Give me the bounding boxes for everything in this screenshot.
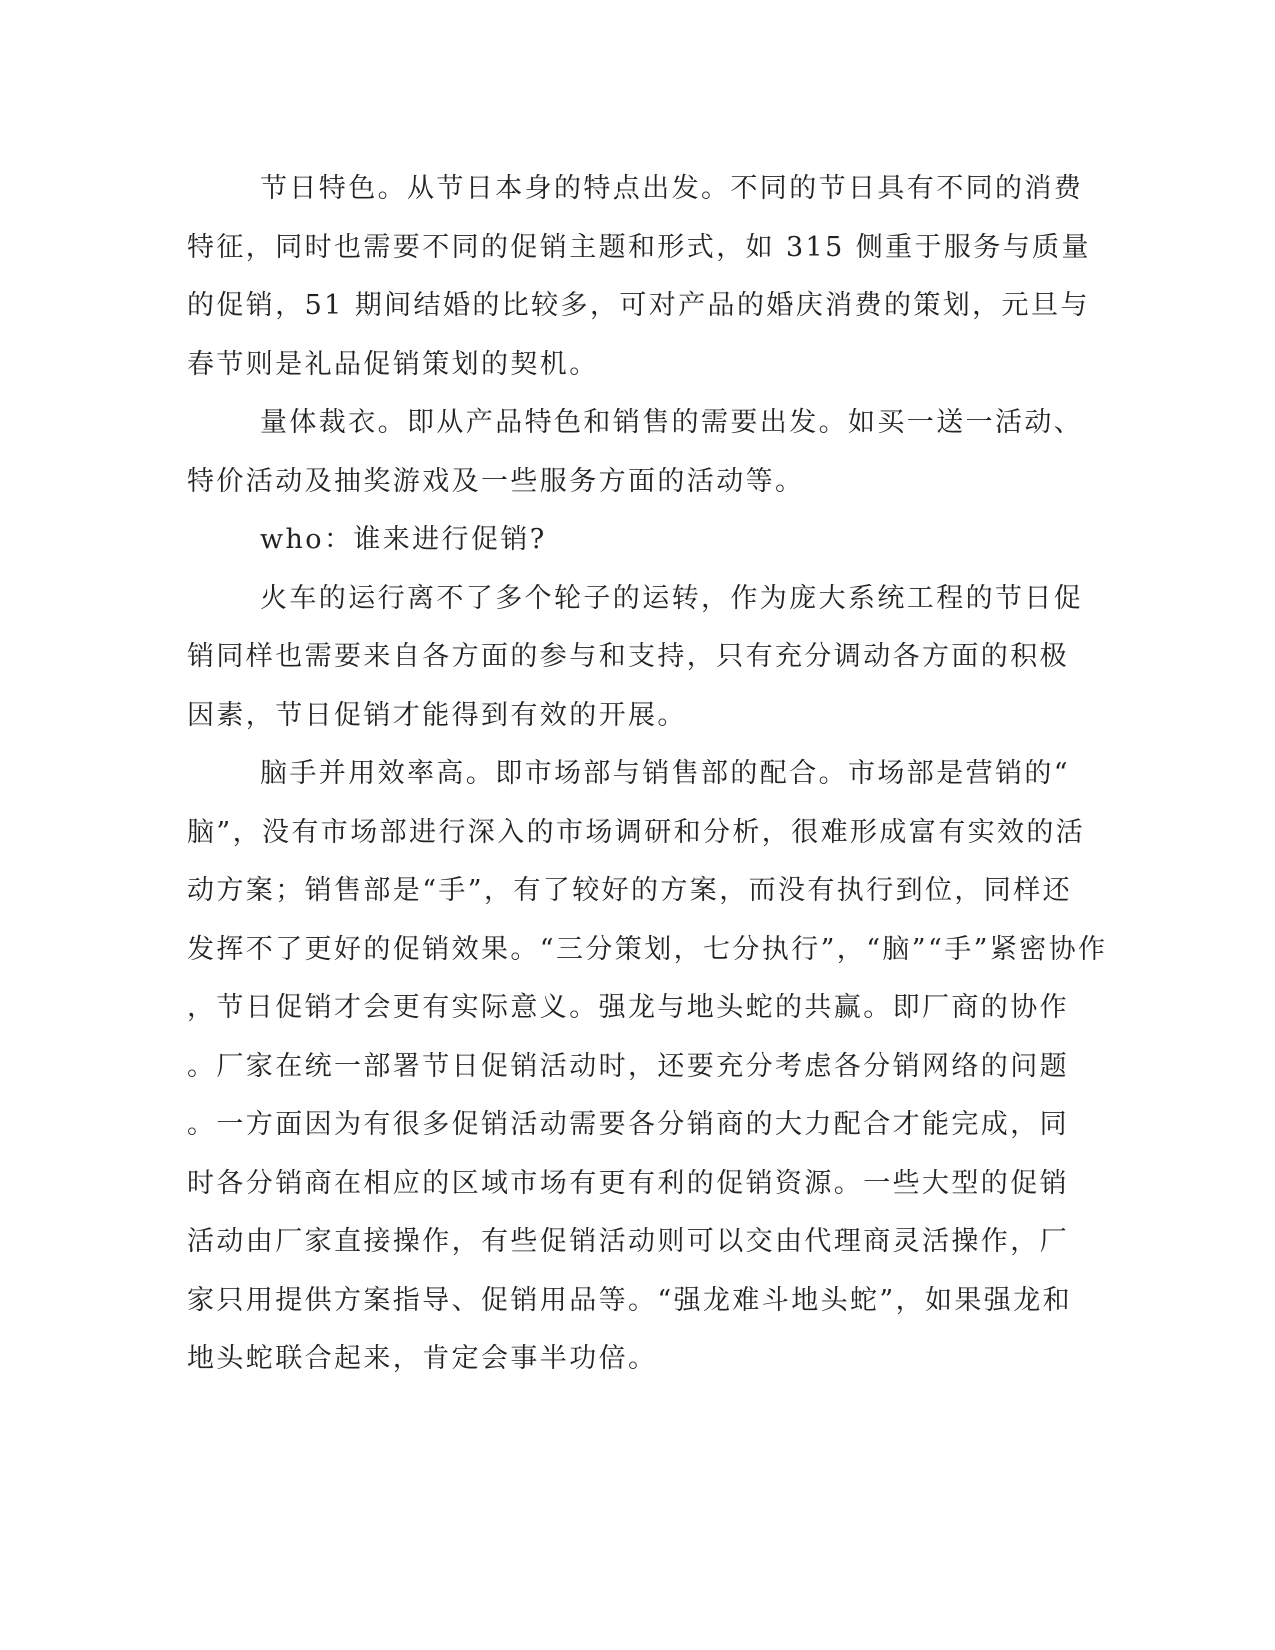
text-line: 春节则是礼品促销策划的契机。: [187, 348, 599, 380]
text-line: 节日特色。从节日本身的特点出发。不同的节日具有不同的消费: [260, 173, 1084, 204]
paragraph-tailor-made: [187, 394, 1087, 511]
document-body: [187, 160, 1108, 1389]
section-heading: who：谁来进行促销?: [260, 524, 547, 555]
text-line: 动方案；销售部是“手”，有了较好的方案，而没有执行到位，同样还: [187, 875, 1073, 906]
text-line: ，节日促销才会更有实际意义。强龙与地头蛇的共赢。即厂商的协作: [187, 992, 1069, 1023]
text-line: 销同样也需要来自各方面的参与和支持，只有充分调动各方面的积极: [187, 641, 1069, 672]
text-line: 。厂家在统一部署节日促销活动时，还要充分考虑各分销网络的问题: [187, 1050, 1069, 1082]
text-line: 因素，节日促销才能得到有效的开展。: [187, 699, 687, 731]
text-line: 活动由厂家直接操作，有些促销活动则可以交由代理商灵活操作，厂: [187, 1226, 1069, 1257]
text-line: 家只用提供方案指导、促销用品等。“强龙难斗地头蛇”，如果强龙和: [187, 1284, 1073, 1316]
text-line: 时各分销商在相应的区域市场有更有利的促销资源。一些大型的促销: [187, 1167, 1069, 1199]
text-line: 特征，同时也需要不同的促销主题和形式，如 315 侧重于服务与质量: [187, 231, 1091, 263]
text-line: 的促销，51 期间结婚的比较多，可对产品的婚庆消费的策划，元旦与: [187, 290, 1090, 321]
text-line: 脑手并用效率高。即市场部与销售部的配合。市场部是营销的“: [260, 758, 1071, 789]
paragraph-festival-features: [187, 160, 1091, 394]
text-line: 特价活动及抽奖游戏及一些服务方面的活动等。: [187, 465, 805, 497]
text-line: 量体裁衣。即从产品特色和销售的需要出发。如买一送一活动、: [260, 407, 1084, 438]
text-line: 发挥不了更好的促销效果。“三分策划，七分执行”，“脑”“手”紧密协作: [187, 933, 1108, 965]
text-line: 脑”，没有市场部进行深入的市场调研和分析，很难形成富有实效的活: [187, 816, 1086, 848]
text-line: 。一方面因为有很多促销活动需要各分销商的大力配合才能完成，同: [187, 1109, 1069, 1140]
text-line: 地头蛇联合起来，肯定会事半功倍。: [187, 1343, 658, 1374]
paragraph-brain-hand-cooperation: [187, 745, 1108, 1389]
paragraph-who-heading: [187, 511, 1087, 570]
paragraph-train-analogy: [187, 570, 1087, 746]
text-line: 火车的运行离不了多个轮子的运转，作为庞大系统工程的节日促: [260, 582, 1084, 614]
